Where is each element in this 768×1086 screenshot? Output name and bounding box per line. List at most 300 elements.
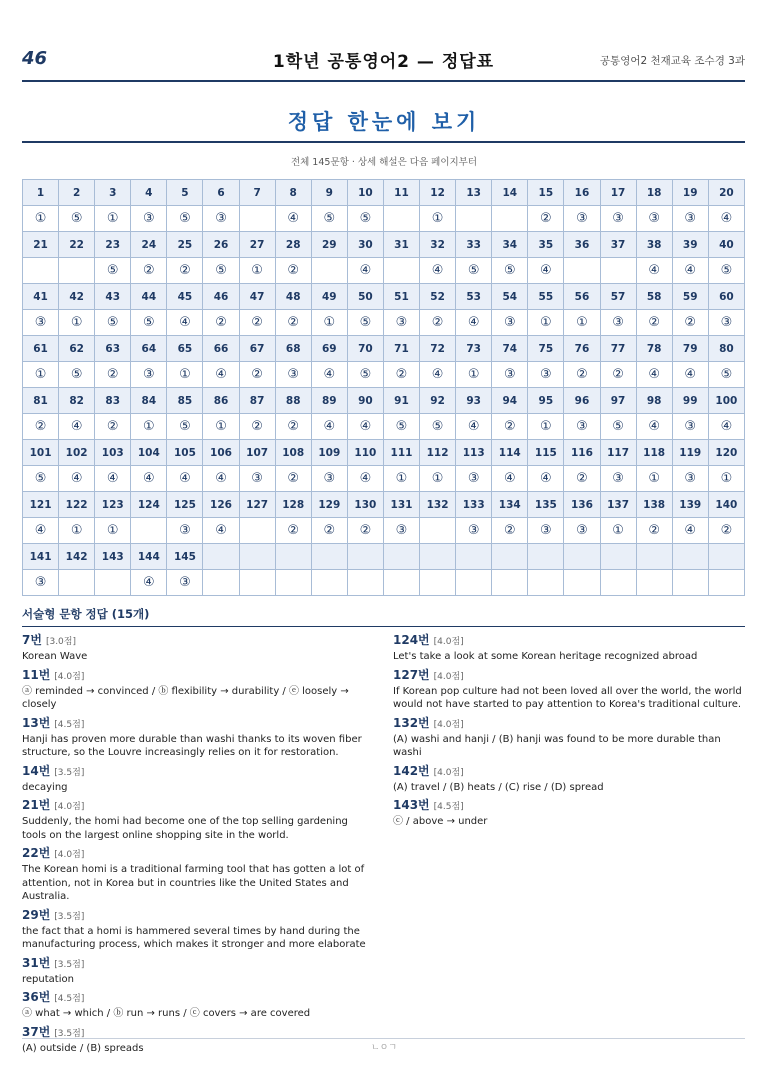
question-number-cell: 21: [23, 232, 59, 258]
answer-cell: ③: [131, 362, 167, 388]
answer-cell: ①: [420, 466, 456, 492]
question-number-cell: 83: [95, 388, 131, 414]
answer-cell: ④: [492, 466, 528, 492]
question-number-cell: 102: [59, 440, 95, 466]
answer-cell: ③: [167, 518, 203, 544]
question-number-cell: 79: [672, 336, 708, 362]
question-number: 31번: [22, 955, 51, 970]
answer-cell: ②: [239, 362, 275, 388]
answer-cell: [383, 258, 419, 284]
answer-cell: ⑤: [708, 258, 744, 284]
answer-text: Suddenly, the homi had become one of the top selling gardening tools on the largest online shopping site in the world.: [22, 816, 348, 841]
answer-cell: [95, 570, 131, 596]
grid-answer-row: [23, 466, 745, 492]
answer-cell: ③: [456, 466, 492, 492]
answer-cell: ⑤: [420, 414, 456, 440]
question-number-cell: 52: [420, 284, 456, 310]
question-number-cell: 126: [203, 492, 239, 518]
answer-cell: [311, 570, 347, 596]
answer-cell: ②: [636, 518, 672, 544]
answer-cell: [492, 206, 528, 232]
answer-text: If Korean pop culture had not been loved all over the world, the world would not have started to pay attention to Korea's traditional culture.: [393, 685, 742, 710]
question-number-cell: 144: [131, 544, 167, 570]
question-number-cell: 118: [636, 440, 672, 466]
answer-cell: ④: [59, 466, 95, 492]
answer-cell: ①: [23, 362, 59, 388]
answer-cell: ④: [636, 258, 672, 284]
answer-cell: [383, 206, 419, 232]
question-number-cell: [600, 544, 636, 570]
question-number-cell: 34: [492, 232, 528, 258]
answer-cell: ②: [383, 362, 419, 388]
answer-cell: ⑤: [456, 258, 492, 284]
answer-grid: [22, 179, 745, 596]
question-number: 14번: [22, 763, 51, 778]
answer-cell: ②: [636, 310, 672, 336]
answer-cell: ②: [95, 362, 131, 388]
answer-cell: [311, 258, 347, 284]
question-number-cell: 36: [564, 232, 600, 258]
grid-answer-row: [23, 414, 745, 440]
answer-cell: ⑤: [311, 206, 347, 232]
question-number-cell: [275, 544, 311, 570]
answer-text: Korean Wave: [22, 651, 88, 662]
answer-cell: ②: [347, 518, 383, 544]
question-points: [4.5점]: [54, 994, 85, 1004]
answer-cell: [600, 258, 636, 284]
answer-cell: ②: [203, 310, 239, 336]
answer-text: ⓒ / above → under: [393, 816, 488, 827]
question-number-cell: 48: [275, 284, 311, 310]
question-number-cell: 113: [456, 440, 492, 466]
question-number-cell: 112: [420, 440, 456, 466]
answer-cell: ④: [203, 518, 239, 544]
question-number-cell: 100: [708, 388, 744, 414]
essay-answer-item: [393, 631, 745, 664]
question-number-cell: 137: [600, 492, 636, 518]
answer-cell: ①: [59, 518, 95, 544]
question-number-cell: 61: [23, 336, 59, 362]
question-number-cell: 135: [528, 492, 564, 518]
question-points: [4.0점]: [433, 767, 464, 778]
question-number: 22번: [22, 846, 51, 860]
answer-cell: ④: [636, 414, 672, 440]
question-number-cell: 103: [95, 440, 131, 466]
answer-cell: ③: [23, 570, 59, 596]
question-number-cell: 119: [672, 440, 708, 466]
grid-note: 전체 145문항 · 상세 해설은 다음 페이지부터: [290, 157, 478, 168]
question-number-cell: 88: [275, 388, 311, 414]
essay-answer-item: [393, 762, 745, 795]
question-number-cell: [636, 544, 672, 570]
question-number-cell: 56: [564, 284, 600, 310]
answer-cell: ⑤: [59, 206, 95, 232]
answer-cell: ③: [600, 206, 636, 232]
question-number-cell: 91: [383, 388, 419, 414]
question-number-cell: 107: [239, 440, 275, 466]
answer-cell: ③: [492, 362, 528, 388]
question-points: [3.0점]: [45, 637, 76, 647]
answer-cell: ⑤: [203, 258, 239, 284]
grid-answer-row: [23, 570, 745, 596]
question-number-cell: 75: [528, 336, 564, 362]
answer-cell: ⑤: [600, 414, 636, 440]
answer-cell: ①: [528, 414, 564, 440]
answer-cell: ⑤: [59, 362, 95, 388]
question-number-cell: 60: [708, 284, 744, 310]
question-number-cell: [672, 544, 708, 570]
question-points: [3.5점]: [54, 767, 85, 778]
answer-cell: ④: [456, 414, 492, 440]
question-number-cell: 139: [672, 492, 708, 518]
answer-text: Let's take a look at some Korean heritage recognized abroad: [393, 651, 698, 662]
answer-cell: ①: [167, 362, 203, 388]
essay-answer-item: [393, 796, 745, 829]
answer-cell: ④: [528, 466, 564, 492]
answer-cell: ③: [456, 518, 492, 544]
answer-cell: ②: [528, 206, 564, 232]
answer-cell: ③: [528, 518, 564, 544]
answer-cell: ③: [239, 466, 275, 492]
question-points: [4.5점]: [54, 719, 85, 730]
question-number-cell: 68: [275, 336, 311, 362]
question-number-cell: 58: [636, 284, 672, 310]
essay-answer-item: [22, 762, 367, 795]
question-number-cell: 37: [600, 232, 636, 258]
answer-cell: ③: [167, 570, 203, 596]
question-number-cell: 141: [23, 544, 59, 570]
question-number-cell: 99: [672, 388, 708, 414]
answer-cell: ④: [420, 362, 456, 388]
grid-number-row: [23, 336, 745, 362]
document-title: 1학년 공통영어2 — 정답표: [272, 52, 495, 72]
question-number-cell: 44: [131, 284, 167, 310]
question-points: [4.0점]: [54, 802, 85, 812]
answer-cell: ②: [131, 258, 167, 284]
answer-cell: ⑤: [131, 310, 167, 336]
answer-cell: ④: [708, 206, 744, 232]
question-number-cell: 9: [311, 180, 347, 206]
question-points: [4.0점]: [433, 671, 464, 682]
grid-answer-row: [23, 362, 745, 388]
question-number-cell: 25: [167, 232, 203, 258]
answer-cell: ①: [59, 310, 95, 336]
question-number-cell: 29: [311, 232, 347, 258]
question-number-cell: 111: [383, 440, 419, 466]
question-number-cell: 17: [600, 180, 636, 206]
question-points: [3.5점]: [54, 911, 85, 922]
question-number-cell: 2: [59, 180, 95, 206]
answer-cell: ③: [131, 206, 167, 232]
question-number-cell: 86: [203, 388, 239, 414]
essay-answer-item: [22, 954, 367, 987]
question-points: [4.0점]: [433, 719, 464, 730]
grid-number-row: [23, 180, 745, 206]
question-number: 36번: [22, 990, 51, 1004]
question-number-cell: 143: [95, 544, 131, 570]
answer-cell: ④: [456, 310, 492, 336]
question-number-cell: 11: [383, 180, 419, 206]
answer-cell: ①: [203, 414, 239, 440]
question-number-cell: 136: [564, 492, 600, 518]
answer-cell: ④: [167, 310, 203, 336]
answer-cell: ②: [311, 518, 347, 544]
question-number-cell: 94: [492, 388, 528, 414]
answer-cell: [239, 206, 275, 232]
answer-cell: ③: [203, 206, 239, 232]
question-number-cell: 133: [456, 492, 492, 518]
question-number-cell: 127: [239, 492, 275, 518]
answer-cell: [420, 518, 456, 544]
question-number-cell: 115: [528, 440, 564, 466]
answer-cell: ③: [275, 362, 311, 388]
answer-cell: ④: [636, 362, 672, 388]
question-number-cell: 49: [311, 284, 347, 310]
grid-answer-row: [23, 310, 745, 336]
answer-cell: ④: [347, 414, 383, 440]
question-number-cell: 108: [275, 440, 311, 466]
essay-answer-item: [22, 906, 367, 952]
question-number-cell: 1: [23, 180, 59, 206]
answer-cell: ④: [131, 570, 167, 596]
answer-cell: [275, 570, 311, 596]
question-number-cell: 10: [347, 180, 383, 206]
question-number-cell: 123: [95, 492, 131, 518]
answer-cell: ③: [672, 466, 708, 492]
answer-cell: ⑤: [95, 310, 131, 336]
answer-cell: ⑤: [167, 414, 203, 440]
question-number-cell: 45: [167, 284, 203, 310]
question-number-cell: 124: [131, 492, 167, 518]
answer-cell: ③: [672, 414, 708, 440]
question-number-cell: [311, 544, 347, 570]
essay-answer-item: [22, 631, 367, 664]
answer-text: ⓐ what → which / ⓑ run → runs / ⓒ covers → are covered: [22, 1008, 311, 1019]
essay-answer-item: [22, 796, 367, 842]
question-number-cell: 130: [347, 492, 383, 518]
question-number: 124번: [393, 633, 430, 647]
question-number-cell: 92: [420, 388, 456, 414]
question-number-cell: 104: [131, 440, 167, 466]
answer-text: Hanji has proven more durable than washi thanks to its woven fiber structure, so the Louvre increasingly relies on it for restoration.: [22, 733, 362, 758]
answer-cell: ④: [672, 362, 708, 388]
answer-cell: ①: [239, 258, 275, 284]
question-number-cell: [203, 544, 239, 570]
question-number-cell: 98: [636, 388, 672, 414]
answer-cell: ②: [275, 518, 311, 544]
answer-cell: [239, 570, 275, 596]
answer-cell: ③: [383, 518, 419, 544]
question-number-cell: 13: [456, 180, 492, 206]
answer-cell: ④: [347, 258, 383, 284]
answer-cell: ①: [131, 414, 167, 440]
question-number-cell: 73: [456, 336, 492, 362]
question-number-cell: 74: [492, 336, 528, 362]
question-number-cell: [347, 544, 383, 570]
question-number-cell: 31: [383, 232, 419, 258]
essay-answers-right-column: [393, 630, 745, 831]
answer-cell: ①: [636, 466, 672, 492]
page-number: 46: [22, 48, 48, 69]
answer-cell: ①: [564, 310, 600, 336]
question-number: 127번: [393, 667, 430, 682]
question-number: 29번: [22, 907, 51, 922]
answer-cell: ④: [167, 466, 203, 492]
essay-answer-item: [393, 714, 745, 760]
question-number-cell: 22: [59, 232, 95, 258]
question-number-cell: 114: [492, 440, 528, 466]
question-number-cell: 53: [456, 284, 492, 310]
answer-cell: ⑤: [708, 362, 744, 388]
answer-cell: ⑤: [383, 414, 419, 440]
question-number-cell: 105: [167, 440, 203, 466]
question-number-cell: 16: [564, 180, 600, 206]
question-number-cell: 129: [311, 492, 347, 518]
question-points: [4.5점]: [433, 802, 464, 812]
answer-cell: ④: [311, 414, 347, 440]
question-number-cell: 54: [492, 284, 528, 310]
answer-cell: [564, 258, 600, 284]
question-number-cell: 19: [672, 180, 708, 206]
essay-answer-item: [22, 714, 367, 760]
answer-cell: ④: [131, 466, 167, 492]
question-number-cell: 67: [239, 336, 275, 362]
answer-cell: ②: [420, 310, 456, 336]
question-number-cell: 65: [167, 336, 203, 362]
question-number-cell: [564, 544, 600, 570]
question-number-cell: 142: [59, 544, 95, 570]
question-number-cell: 89: [311, 388, 347, 414]
answer-cell: ③: [564, 518, 600, 544]
answer-cell: ③: [528, 362, 564, 388]
answer-cell: ②: [275, 414, 311, 440]
answer-cell: ③: [311, 466, 347, 492]
essay-answer-item: [22, 844, 367, 904]
question-number: 11번: [22, 667, 51, 682]
answer-text: ⓐ reminded → convinced / ⓑ flexibility → durability / ⓔ loosely → closely: [22, 685, 349, 710]
answer-cell: ①: [600, 518, 636, 544]
answer-cell: ①: [528, 310, 564, 336]
grid-number-row: [23, 388, 745, 414]
question-number-cell: 117: [600, 440, 636, 466]
answer-cell: ②: [23, 414, 59, 440]
answer-cell: ②: [167, 258, 203, 284]
answer-cell: ④: [420, 258, 456, 284]
question-number-cell: [708, 544, 744, 570]
answer-cell: ③: [672, 206, 708, 232]
question-number-cell: 8: [275, 180, 311, 206]
question-number-cell: 121: [23, 492, 59, 518]
document-subtitle: 공통영어2 천재교육 조수경 3과: [599, 55, 745, 67]
question-number-cell: 7: [239, 180, 275, 206]
answer-cell: ③: [23, 310, 59, 336]
answer-text: reputation: [22, 973, 74, 985]
question-number-cell: [420, 544, 456, 570]
question-number: 132번: [393, 715, 430, 730]
answer-cell: ①: [383, 466, 419, 492]
question-points: [3.5점]: [54, 1028, 85, 1039]
answer-cell: ②: [672, 310, 708, 336]
grid-answer-row: [23, 518, 745, 544]
answer-cell: [456, 570, 492, 596]
question-number-cell: 39: [672, 232, 708, 258]
answer-cell: ④: [203, 362, 239, 388]
answer-cell: ④: [203, 466, 239, 492]
question-number-cell: 140: [708, 492, 744, 518]
question-number-cell: 18: [636, 180, 672, 206]
question-number-cell: 66: [203, 336, 239, 362]
question-number: 37번: [22, 1024, 51, 1039]
question-number-cell: 101: [23, 440, 59, 466]
answer-cell: ②: [239, 310, 275, 336]
answer-cell: ③: [708, 310, 744, 336]
answer-cell: [420, 570, 456, 596]
answer-cell: ②: [492, 518, 528, 544]
question-number-cell: [239, 544, 275, 570]
question-number: 13번: [22, 715, 51, 730]
section-title: 서술형 문항 정답 (15개): [22, 606, 745, 627]
answer-text: The Korean homi is a traditional farming tool that has gotten a lot of attention, not in Korea but in countries like the United States and Australia.: [22, 864, 365, 902]
question-number-cell: 96: [564, 388, 600, 414]
answer-cell: ④: [311, 362, 347, 388]
question-number-cell: 78: [636, 336, 672, 362]
question-number-cell: 69: [311, 336, 347, 362]
footer-mark: ㄴㅇㄱ: [370, 1043, 398, 1053]
question-number-cell: 4: [131, 180, 167, 206]
question-number-cell: 62: [59, 336, 95, 362]
question-number-cell: [492, 544, 528, 570]
answer-cell: ④: [528, 258, 564, 284]
grid-answer-row: [23, 206, 745, 232]
answer-cell: [492, 570, 528, 596]
question-number-cell: 70: [347, 336, 383, 362]
question-number: 7번: [22, 633, 42, 647]
question-number-cell: 55: [528, 284, 564, 310]
question-number-cell: 23: [95, 232, 131, 258]
question-number-cell: 3: [95, 180, 131, 206]
question-number-cell: 42: [59, 284, 95, 310]
question-number-cell: 116: [564, 440, 600, 466]
question-number-cell: 122: [59, 492, 95, 518]
answer-cell: ③: [492, 310, 528, 336]
answer-cell: ⑤: [347, 310, 383, 336]
question-number-cell: 5: [167, 180, 203, 206]
question-number-cell: 84: [131, 388, 167, 414]
page-header: [22, 44, 745, 82]
answer-cell: ③: [600, 310, 636, 336]
answer-cell: ①: [311, 310, 347, 336]
answer-cell: [600, 570, 636, 596]
question-number-cell: 47: [239, 284, 275, 310]
answer-cell: [347, 570, 383, 596]
answer-cell: ③: [564, 414, 600, 440]
answer-cell: [203, 570, 239, 596]
answer-cell: [59, 258, 95, 284]
answer-text: (A) travel / (B) heats / (C) rise / (D) spread: [393, 781, 604, 793]
question-number-cell: 131: [383, 492, 419, 518]
answer-cell: ④: [672, 258, 708, 284]
answer-cell: ②: [95, 414, 131, 440]
question-number: 21번: [22, 798, 51, 812]
question-number-cell: 77: [600, 336, 636, 362]
answer-cell: ②: [239, 414, 275, 440]
question-number: 143번: [393, 798, 430, 812]
question-number-cell: 41: [23, 284, 59, 310]
answer-cell: ②: [275, 310, 311, 336]
question-number-cell: 95: [528, 388, 564, 414]
question-number-cell: 128: [275, 492, 311, 518]
question-number-cell: 138: [636, 492, 672, 518]
